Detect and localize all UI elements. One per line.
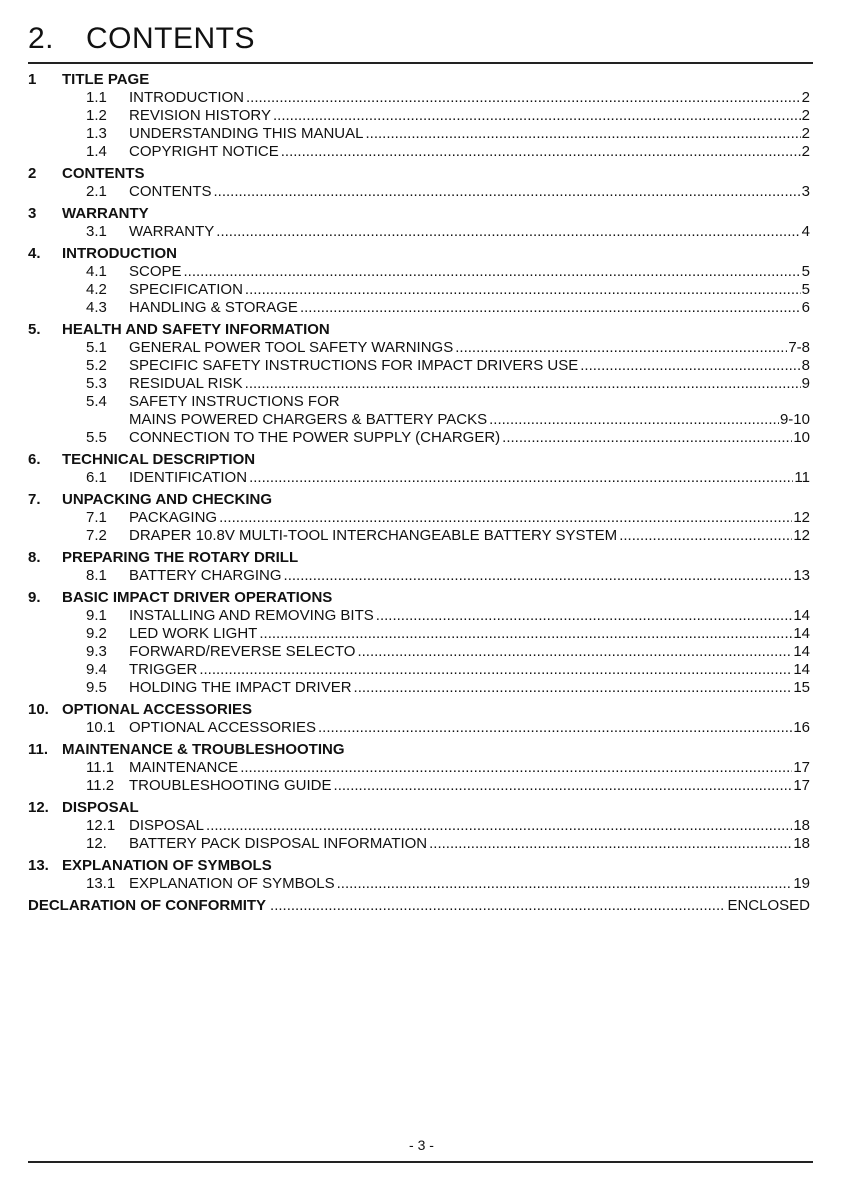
- toc-section-heading[interactable]: [28, 165, 810, 183]
- dot-leader: [337, 875, 793, 893]
- entry-page-number: 19: [793, 875, 810, 892]
- toc-entry[interactable]: [28, 777, 810, 795]
- toc-section: [28, 245, 810, 317]
- dot-leader: [199, 661, 792, 679]
- page-title-text: CONTENTS: [86, 22, 255, 55]
- section-number: 11.: [28, 741, 49, 758]
- toc-entry[interactable]: [28, 719, 810, 737]
- dot-leader: [318, 719, 792, 737]
- dot-leader: [270, 897, 725, 915]
- dot-leader: [184, 263, 801, 281]
- entry-page-number: 18: [793, 817, 810, 834]
- toc-entry[interactable]: [28, 469, 810, 487]
- section-title: TITLE PAGE: [62, 71, 150, 88]
- entry-page-number: 2: [801, 89, 810, 106]
- dot-leader: [273, 107, 801, 125]
- toc-section-heading[interactable]: [28, 205, 810, 223]
- entry-label: REVISION HISTORY: [129, 107, 271, 124]
- toc-entry[interactable]: [28, 509, 810, 527]
- toc-section: [28, 589, 810, 697]
- entry-label: MAINTENANCE: [129, 759, 239, 776]
- toc-section: [28, 857, 810, 893]
- dot-leader: [284, 567, 793, 585]
- entry-number: 1.3: [86, 125, 107, 142]
- toc-section: [28, 549, 810, 585]
- entry-page-number: 17: [793, 759, 810, 776]
- dot-leader: [206, 817, 792, 835]
- entry-number: 5.2: [86, 357, 107, 374]
- section-number: 7.: [28, 491, 41, 508]
- section-number: 4.: [28, 245, 41, 262]
- entry-page-number: 5: [801, 281, 810, 298]
- dot-leader: [489, 411, 779, 429]
- entry-page-number: 12: [793, 527, 810, 544]
- entry-number: 10.1: [86, 719, 116, 736]
- entry-page-number: 8: [801, 357, 810, 374]
- dot-leader: [281, 143, 801, 161]
- section-title: DISPOSAL: [62, 799, 139, 816]
- toc-entry[interactable]: [28, 375, 810, 393]
- entry-label: TRIGGER: [129, 661, 198, 678]
- section-number: 13.: [28, 857, 49, 874]
- entry-page-number: 14: [793, 643, 810, 660]
- toc-section: [28, 321, 810, 447]
- toc-entry[interactable]: [28, 339, 810, 357]
- dot-leader: [245, 281, 801, 299]
- toc-entry[interactable]: [28, 107, 810, 125]
- entry-label: OPTIONAL ACCESSORIES: [129, 719, 316, 736]
- toc-section: [28, 491, 810, 545]
- entry-label: EXPLANATION OF SYMBOLS: [129, 875, 335, 892]
- entry-page-number: 5: [801, 263, 810, 280]
- toc-section-heading[interactable]: [28, 799, 810, 817]
- entry-number: 3.1: [86, 223, 107, 240]
- entry-number: 1.4: [86, 143, 107, 160]
- entry-number: 6.1: [86, 469, 107, 486]
- entry-label: UNDERSTANDING THIS MANUAL: [129, 125, 364, 142]
- section-title: EXPLANATION OF SYMBOLS: [62, 857, 272, 874]
- entry-number: 5.3: [86, 375, 107, 392]
- dot-leader: [455, 339, 787, 357]
- section-title: HEALTH AND SAFETY INFORMATION: [62, 321, 330, 338]
- toc-section-heading[interactable]: [28, 741, 810, 759]
- entry-label: PACKAGING: [129, 509, 218, 526]
- entry-page-number: 9-10: [779, 411, 810, 428]
- entry-page-number: 6: [801, 299, 810, 316]
- entry-label: MAINS POWERED CHARGERS & BATTERY PACKS: [129, 411, 488, 428]
- toc-section: [28, 741, 810, 795]
- section-number: 9.: [28, 589, 41, 606]
- toc-entry[interactable]: [28, 393, 810, 411]
- entry-label: CONTENTS: [129, 183, 212, 200]
- entry-number: 12.: [86, 835, 107, 852]
- toc-entry[interactable]: [28, 411, 810, 429]
- toc-entry[interactable]: [28, 835, 810, 853]
- entry-label: DISPOSAL: [129, 817, 205, 834]
- section-title: CONTENTS: [62, 165, 145, 182]
- entry-label: GENERAL POWER TOOL SAFETY WARNINGS: [129, 339, 454, 356]
- toc-section: [28, 71, 810, 161]
- toc-section: [28, 165, 810, 201]
- entry-label: LED WORK LIGHT: [129, 625, 258, 642]
- toc-section-heading[interactable]: [28, 245, 810, 263]
- entry-page-number: 17: [793, 777, 810, 794]
- toc-entry[interactable]: [28, 263, 810, 281]
- toc-entry[interactable]: [28, 759, 810, 777]
- entry-label: RESIDUAL RISK: [129, 375, 243, 392]
- toc-section-heading[interactable]: [28, 857, 810, 875]
- section-title: OPTIONAL ACCESSORIES: [62, 701, 253, 718]
- toc-section: [28, 799, 810, 853]
- toc-entry[interactable]: [28, 607, 810, 625]
- declaration-label: DECLARATION OF CONFORMITY: [28, 897, 267, 914]
- entry-page-number: 13: [793, 567, 810, 584]
- entry-page-number: 14: [793, 625, 810, 642]
- entry-page-number: 4: [801, 223, 810, 240]
- entry-number: 11.2: [86, 777, 115, 794]
- page-number: - 3 -: [409, 1137, 434, 1153]
- entry-page-number: 14: [793, 661, 810, 678]
- entry-label: INSTALLING AND REMOVING BITS: [129, 607, 374, 624]
- section-number: 6.: [28, 451, 41, 468]
- toc-section: [28, 701, 810, 737]
- entry-number: 9.1: [86, 607, 107, 624]
- entry-number: 5.5: [86, 429, 107, 446]
- dot-leader: [246, 89, 801, 107]
- entry-page-number: 2: [801, 143, 810, 160]
- entry-number: 4.1: [86, 263, 107, 280]
- dot-leader: [580, 357, 800, 375]
- entry-number: 7.1: [86, 509, 107, 526]
- entry-label: TROUBLESHOOTING GUIDE: [129, 777, 332, 794]
- entry-number: 4.3: [86, 299, 107, 316]
- entry-label: SCOPE: [129, 263, 182, 280]
- toc-entry[interactable]: [28, 223, 810, 241]
- entry-label: SPECIFICATION: [129, 281, 243, 298]
- dot-leader: [245, 375, 801, 393]
- section-title: PREPARING THE ROTARY DRILL: [62, 549, 299, 566]
- entry-number: 4.2: [86, 281, 107, 298]
- section-title: UNPACKING AND CHECKING: [62, 491, 272, 508]
- section-title: MAINTENANCE & TROUBLESHOOTING: [62, 741, 345, 758]
- toc-section-heading[interactable]: [28, 451, 810, 469]
- entry-page-number: 9: [801, 375, 810, 392]
- toc-entry[interactable]: [28, 567, 810, 585]
- toc-entry[interactable]: [28, 429, 810, 447]
- toc-entry[interactable]: [28, 89, 810, 107]
- entry-label: BATTERY CHARGING: [129, 567, 282, 584]
- entry-number: 9.5: [86, 679, 107, 696]
- toc-entry[interactable]: [28, 643, 810, 661]
- entry-page-number: 15: [793, 679, 810, 696]
- entry-page-number: 18: [793, 835, 810, 852]
- entry-page-number: 16: [793, 719, 810, 736]
- toc-section-heading[interactable]: [28, 491, 810, 509]
- toc-section-heading[interactable]: [28, 549, 810, 567]
- entry-number: 5.1: [86, 339, 107, 356]
- toc-entry[interactable]: [28, 299, 810, 317]
- bottom-divider: [28, 1161, 813, 1163]
- entry-label: INTRODUCTION: [129, 89, 244, 106]
- dot-leader: [216, 223, 800, 241]
- dot-leader: [502, 429, 792, 447]
- top-divider: [28, 62, 813, 64]
- dot-leader: [219, 509, 792, 527]
- section-title: INTRODUCTION: [62, 245, 177, 262]
- entry-number: 12.1: [86, 817, 116, 834]
- dot-leader: [249, 469, 793, 487]
- toc-entry[interactable]: [28, 143, 810, 161]
- entry-number: 2.1: [86, 183, 107, 200]
- toc-entry[interactable]: [28, 527, 810, 545]
- dot-leader: [259, 625, 792, 643]
- section-number: 5.: [28, 321, 41, 338]
- dot-leader: [429, 835, 792, 853]
- entry-page-number: 2: [801, 107, 810, 124]
- entry-label: CONNECTION TO THE POWER SUPPLY (CHARGER): [129, 429, 501, 446]
- section-number: 1: [28, 71, 37, 88]
- dot-leader: [300, 299, 801, 317]
- toc-entry[interactable]: [28, 183, 810, 201]
- section-number: 12.: [28, 799, 49, 816]
- entry-number: 8.1: [86, 567, 107, 584]
- dot-leader: [365, 125, 800, 143]
- section-number: 8.: [28, 549, 41, 566]
- entry-number: 13.1: [86, 875, 116, 892]
- entry-page-number: 14: [793, 607, 810, 624]
- dot-leader: [357, 643, 792, 661]
- entry-number: 9.3: [86, 643, 107, 660]
- entry-label: HANDLING & STORAGE: [129, 299, 298, 316]
- toc-entry[interactable]: [28, 679, 810, 697]
- page-title: [28, 22, 255, 56]
- toc-entry[interactable]: [28, 817, 810, 835]
- entry-page-number: 12: [793, 509, 810, 526]
- toc-section-heading[interactable]: [28, 589, 810, 607]
- entry-page-number: 2: [801, 125, 810, 142]
- table-of-contents: [28, 71, 810, 915]
- entry-label: HOLDING THE IMPACT DRIVER: [129, 679, 352, 696]
- toc-section-heading[interactable]: [28, 71, 810, 89]
- dot-leader: [334, 777, 793, 795]
- toc-section-heading[interactable]: [28, 321, 810, 339]
- entry-label: IDENTIFICATION: [129, 469, 248, 486]
- section-title: BASIC IMPACT DRIVER OPERATIONS: [62, 589, 333, 606]
- entry-label: WARRANTY: [129, 223, 215, 240]
- entry-page-number: 10: [793, 429, 810, 446]
- entry-label: FORWARD/REVERSE SELECTO: [129, 643, 356, 660]
- declaration-entry[interactable]: [28, 897, 810, 915]
- toc-entry[interactable]: [28, 625, 810, 643]
- dot-leader: [214, 183, 801, 201]
- dot-leader: [619, 527, 792, 545]
- toc-entry[interactable]: [28, 125, 810, 143]
- toc-section: [28, 205, 810, 241]
- toc-entry[interactable]: [28, 661, 810, 679]
- entry-page-number: 3: [801, 183, 810, 200]
- section-number: 3: [28, 205, 37, 222]
- toc-entry[interactable]: [28, 281, 810, 299]
- entry-number: 9.2: [86, 625, 107, 642]
- dot-leader: [240, 759, 792, 777]
- entry-number: 1.1: [86, 89, 107, 106]
- toc-entry[interactable]: [28, 357, 810, 375]
- dot-leader: [376, 607, 793, 625]
- declaration-page: ENCLOSED: [727, 897, 810, 914]
- entry-number: 11.1: [86, 759, 115, 776]
- entry-page-number: 7-8: [788, 339, 810, 356]
- toc-entry[interactable]: [28, 875, 810, 893]
- section-title: TECHNICAL DESCRIPTION: [62, 451, 256, 468]
- toc-section-heading[interactable]: [28, 701, 810, 719]
- entry-label: DRAPER 10.8V MULTI-TOOL INTERCHANGEABLE BATTERY SYSTEM: [129, 527, 618, 544]
- section-number: 2: [28, 165, 37, 182]
- entry-number: 1.2: [86, 107, 107, 124]
- dot-leader: [354, 679, 793, 697]
- page-title-number: 2.: [28, 22, 55, 55]
- entry-number: 9.4: [86, 661, 107, 678]
- toc-section: [28, 451, 810, 487]
- entry-label: BATTERY PACK DISPOSAL INFORMATION: [129, 835, 428, 852]
- entry-label: SAFETY INSTRUCTIONS FOR: [129, 393, 340, 410]
- entry-page-number: 11: [794, 469, 810, 486]
- entry-number: 5.4: [86, 393, 107, 410]
- entry-label: COPYRIGHT NOTICE: [129, 143, 279, 160]
- section-number: 10.: [28, 701, 49, 718]
- entry-label: SPECIFIC SAFETY INSTRUCTIONS FOR IMPACT DRIVERS USE: [129, 357, 579, 374]
- section-title: WARRANTY: [62, 205, 149, 222]
- entry-number: 7.2: [86, 527, 107, 544]
